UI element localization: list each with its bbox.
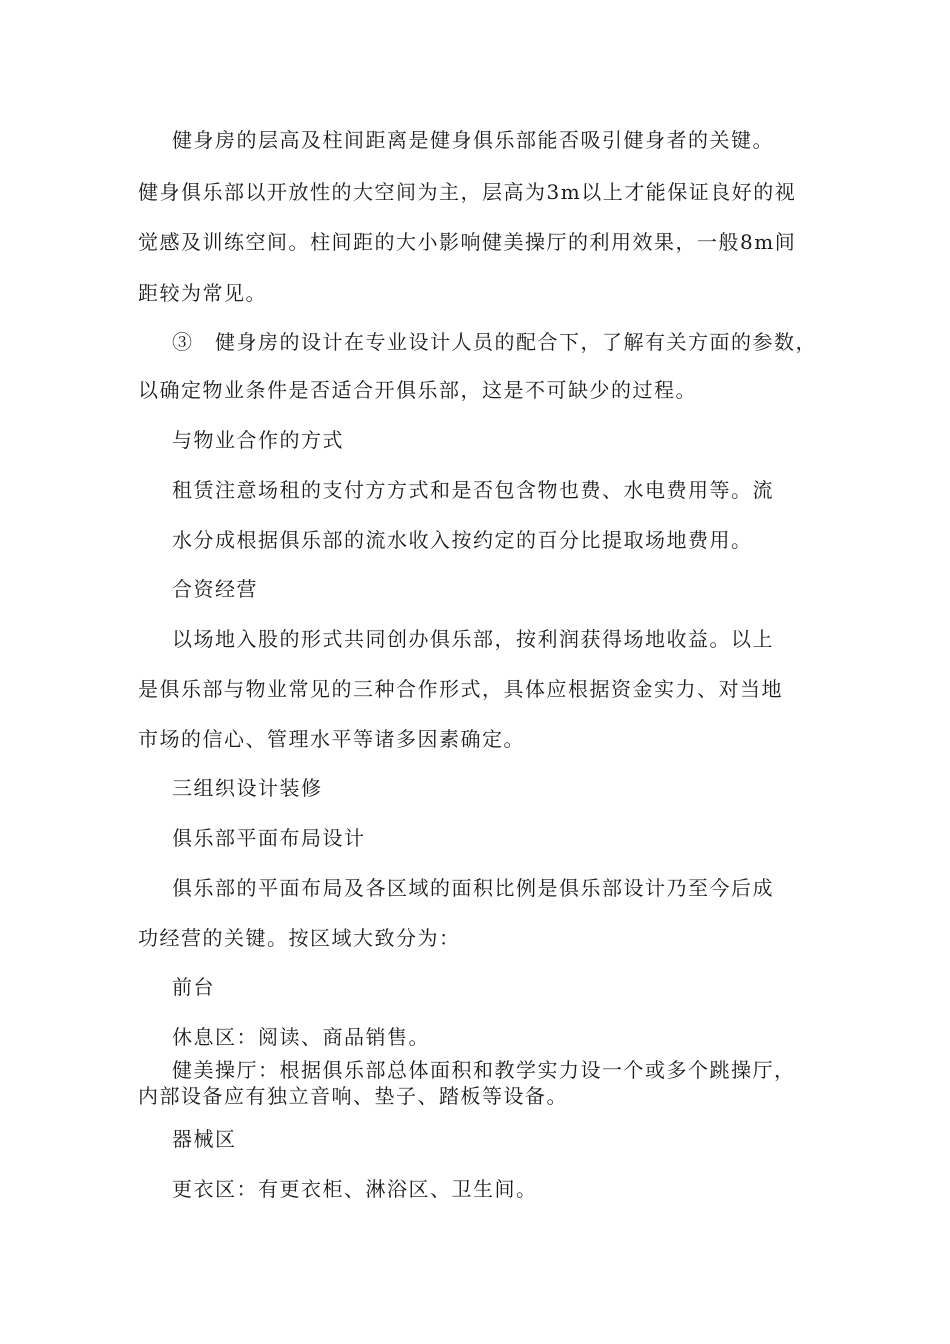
text-line: 健美操厅：根据俱乐部总体面积和教学实力设一个或多个跳操厅， — [172, 1058, 796, 1082]
section-heading: 与物业合作的方式 — [172, 428, 344, 452]
text-line: 觉感及训练空间。柱间距的大小影响健美操厅的利用效果，一般8m间 — [138, 230, 797, 254]
section-heading: 俱乐部平面布局设计 — [172, 826, 366, 850]
text-line: 功经营的关键。按区域大致分为： — [138, 926, 461, 950]
text-line: 俱乐部的平面布局及各区域的面积比例是俱乐部设计乃至今后成 — [172, 876, 774, 900]
text-line: 距较为常见。 — [138, 281, 267, 305]
text-line: 以确定物业条件是否适合开俱乐部，这是不可缺少的过程。 — [138, 378, 697, 402]
text-line: 健身俱乐部以开放性的大空间为主，层高为3m以上才能保证良好的视 — [138, 180, 797, 204]
text-line: 市场的信心、管理水平等诸多因素确定。 — [138, 727, 525, 751]
text-line: 更衣区：有更衣柜、淋浴区、卫生间。 — [172, 1177, 538, 1201]
text-line: 健身房的层高及柱间距离是健身俱乐部能否吸引健身者的关键。 — [172, 128, 774, 152]
section-heading: 前台 — [172, 975, 215, 999]
text-line: 是俱乐部与物业常见的三种合作形式，具体应根据资金实力、对当地 — [138, 677, 783, 701]
text-line: 内部设备应有独立音响、垫子、踏板等设备。 — [138, 1084, 568, 1108]
text-line: 休息区：阅读、商品销售。 — [172, 1025, 430, 1049]
section-heading: 三组织设计装修 — [172, 776, 323, 800]
text-line: ③ 健身房的设计在专业设计人员的配合下，了解有关方面的参数， — [172, 330, 817, 354]
text-line: 以场地入股的形式共同创办俱乐部，按利润获得场地收益。以上 — [172, 627, 774, 651]
text-line: 租赁注意场租的支付方方式和是否包含物也费、水电费用等。流 — [172, 478, 774, 502]
section-heading: 器械区 — [172, 1127, 237, 1151]
text-line: 水分成根据俱乐部的流水收入按约定的百分比提取场地费用。 — [172, 528, 753, 552]
section-heading: 合资经营 — [172, 577, 258, 601]
